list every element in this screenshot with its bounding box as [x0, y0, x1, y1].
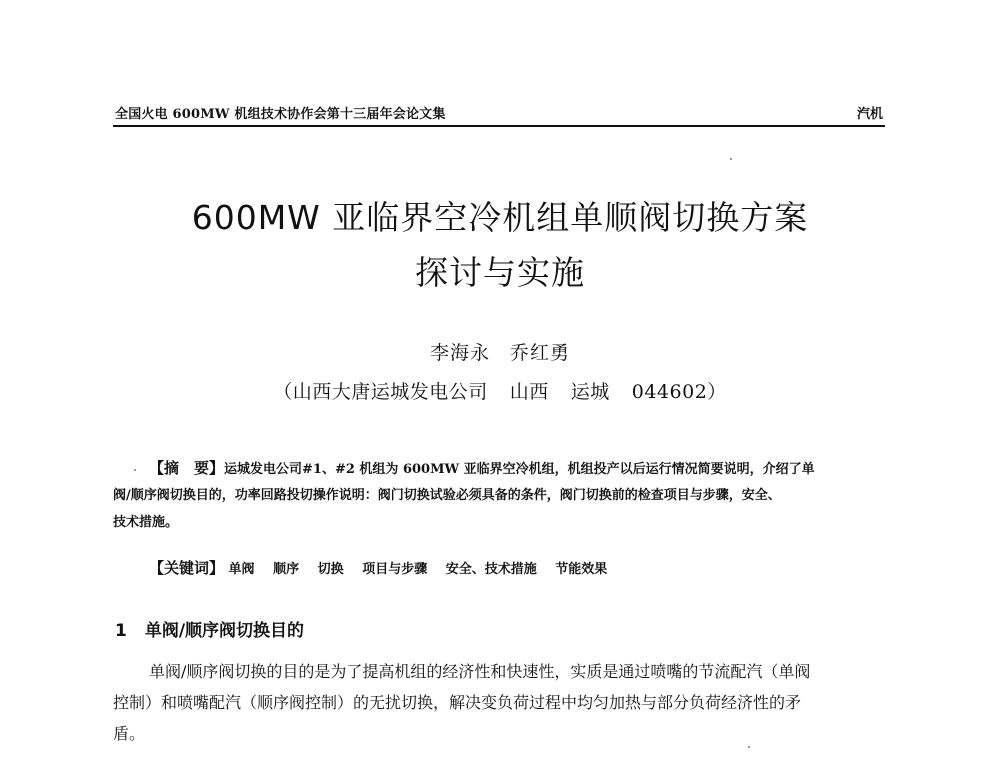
affiliation-close-paren: ） [707, 381, 727, 403]
header-proceedings-title: 全国火电 600MW 机组技术协作会第十三届年会论文集 [115, 107, 446, 122]
abstract-text-1: 运城发电公司#1、#2 机组为 600MW 亚临界空冷机组，机组投产以后运行情况简要说明，介绍了单 [224, 462, 815, 477]
section-1-number: 1 [115, 621, 127, 641]
keyword: 单阀 [228, 562, 255, 577]
authors: 李海永 乔红勇 [429, 342, 570, 364]
keyword: 节能效果 [555, 562, 608, 577]
header-section-label: 汽机 [856, 107, 883, 122]
section-1-heading [115, 616, 304, 641]
paper-title-line-1: 600MW 亚临界空冷机组单顺阀切换方案 [191, 198, 809, 237]
body-line-3: 盾。 [113, 724, 146, 743]
keywords-label: 【关键词】 [149, 559, 225, 577]
affiliation-open-paren: （ [273, 381, 293, 403]
keywords [149, 557, 621, 578]
affiliation-province: 山西 [509, 381, 549, 403]
paper-title-line-2: 探讨与实施 [415, 253, 585, 292]
abstract-line-3: 技术措施。 [113, 515, 179, 530]
affiliation-postcode: 044602 [631, 381, 708, 403]
affiliation [0, 377, 1000, 404]
abstract-line-2: 阀/顺序阀切换目的，功率回路投切操作说明：阀门切换试验必须具备的条件，阀门切换前的检查项目与步骤，安全、 [113, 488, 781, 503]
keyword: 安全、技术措施 [445, 562, 537, 577]
affiliation-org: 山西大唐运城发电公司 [292, 381, 488, 403]
scan-speck [730, 158, 732, 160]
body-line-1: 单阀/顺序阀切换的目的是为了提高机组的经济性和快速性，实质是通过喷嘴的节流配汽（单阀 [149, 662, 811, 681]
abstract-line-1 [113, 455, 885, 482]
keyword: 顺序 [273, 562, 300, 577]
running-header [113, 103, 885, 127]
abstract-label: 【摘 要】 [149, 459, 225, 477]
section-1-body [113, 656, 885, 749]
abstract [113, 455, 885, 536]
keyword: 切换 [317, 562, 344, 577]
keyword: 项目与步骤 [362, 562, 428, 577]
section-1-title: 单阀/顺序阀切换目的 [144, 621, 305, 641]
affiliation-city: 运城 [570, 381, 610, 403]
body-line-2: 控制）和喷嘴配汽（顺序阀控制）的无扰切换，解决变负荷过程中均匀加热与部分负荷经济性的矛 [113, 693, 802, 712]
